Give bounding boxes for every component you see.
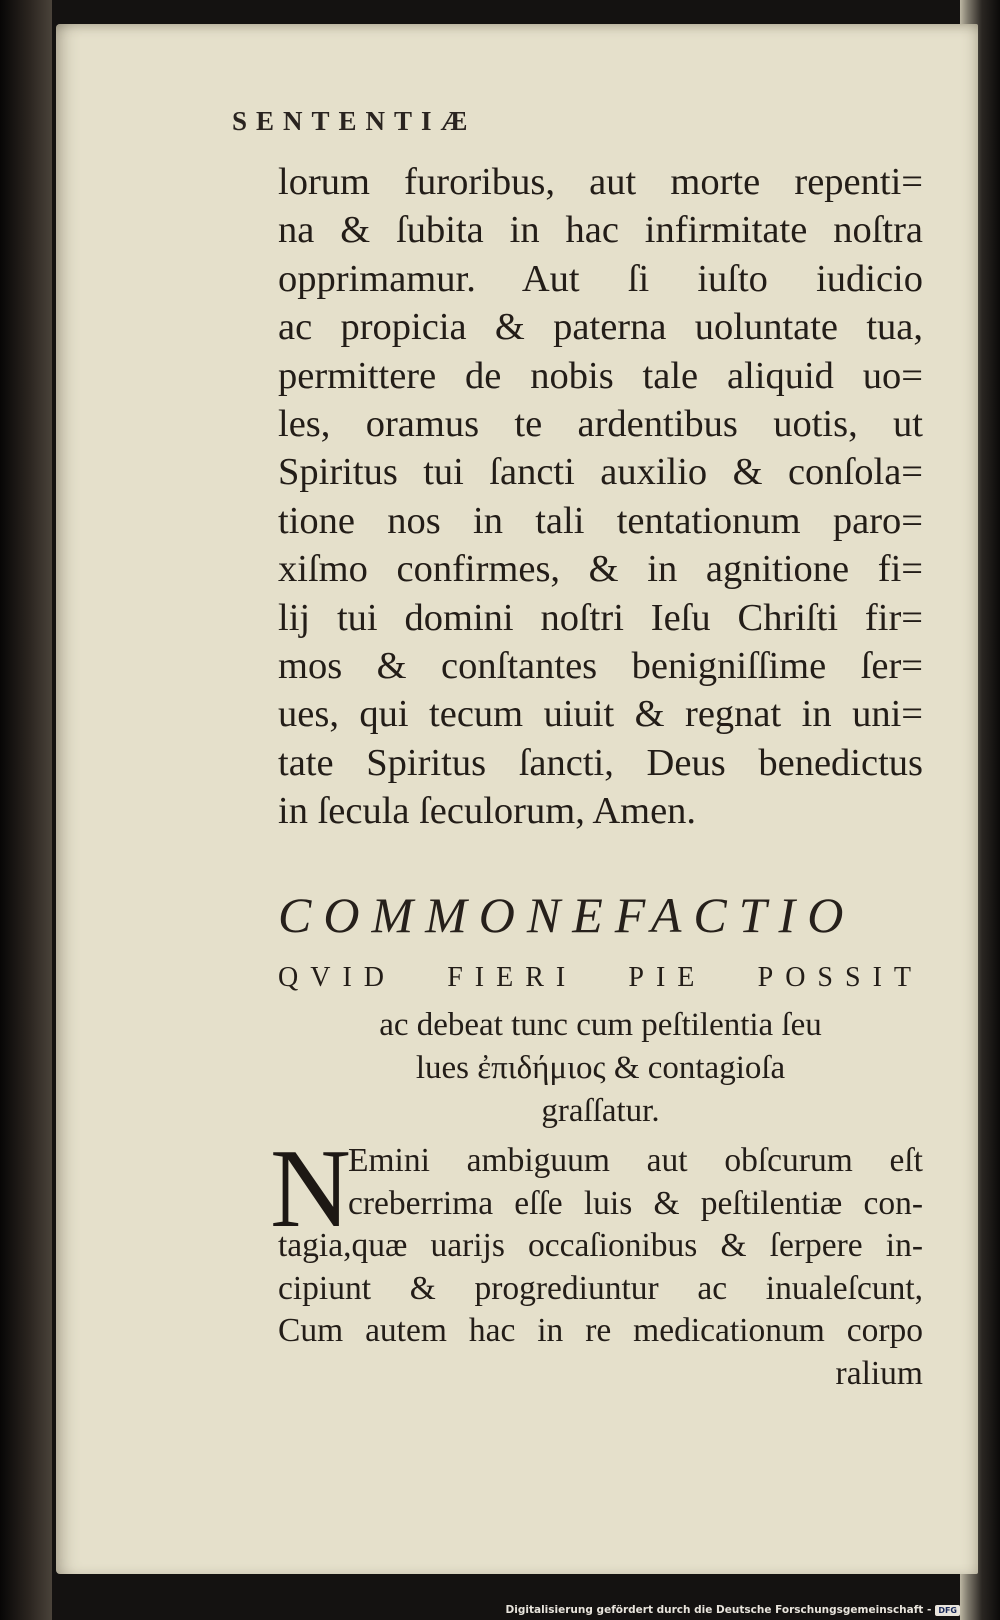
running-head: SENTENTIÆ — [232, 106, 477, 136]
text-line: Spiritus tui ſancti auxilio & conſola= — [278, 451, 923, 494]
text-line: opprimamur. Aut ſi iuſto iudicio — [278, 257, 923, 300]
heading-continuation — [278, 1004, 923, 1133]
text-line: lij tui domini noſtri Ieſu Chriſti fir= — [278, 596, 923, 639]
text-line: creberrima eſſe luis & peſtilentiæ con- — [348, 1184, 923, 1222]
prayer-text — [278, 158, 923, 835]
text-line: xiſmo confirmes, & in agnitione fi= — [278, 548, 923, 591]
heading-line: ac debeat tunc cum peſtilentia ſeu — [379, 1007, 822, 1043]
text-line: ues, qui tecum uiuit & regnat in uni= — [278, 693, 923, 736]
text-line: les, oramus te ardentibus uotis, ut — [278, 402, 923, 445]
text-line: in ſecula ſeculorum, Amen. — [278, 790, 697, 833]
digitization-credit — [506, 1604, 960, 1616]
text-line: lorum furoribus, aut morte repenti= — [278, 161, 923, 203]
drop-cap: N — [270, 1127, 351, 1251]
commonefactio-paragraph — [270, 1127, 923, 1396]
text-line: cipiunt & progrediuntur ac inualeſcunt, — [278, 1269, 923, 1307]
text-line: tione nos in tali tentationum paro= — [278, 499, 923, 542]
section-heading: COMMONEFACTIO — [278, 887, 856, 943]
text-line: Emini ambiguum aut obſcurum eſt — [348, 1142, 923, 1179]
heading-line: lues ἐπιδήμιος & contagioſa — [415, 1050, 786, 1086]
text-line: tagia,quæ uarijs occaſionibus & ſerpere in- — [278, 1227, 923, 1265]
heading-line: graſſatur. — [541, 1093, 660, 1129]
dfg-logo: DFG — [935, 1605, 960, 1616]
text-line: tate Spiritus ſancti, Deus benedictus — [278, 741, 923, 784]
credit-text: Digitalisierung gefördert durch die Deutsche Forschungsgemeinschaft - — [505, 1604, 932, 1616]
text-line: permittere de nobis tale aliquid uo= — [278, 354, 923, 397]
text-line: ac propicia & paterna uoluntate tua, — [278, 306, 923, 349]
book-page — [56, 24, 978, 1574]
section-subheading: QVID FIERI PIE POSSIT — [278, 962, 923, 993]
text-line: na & ſubita in hac infirmitate noſtra — [278, 209, 923, 252]
book-binding-left — [0, 0, 52, 1620]
catchword: ralium — [835, 1354, 923, 1392]
text-line: Cum autem hac in re medicationum corpo — [278, 1312, 923, 1350]
text-line: mos & conſtantes benigniſſime ſer= — [278, 644, 923, 687]
